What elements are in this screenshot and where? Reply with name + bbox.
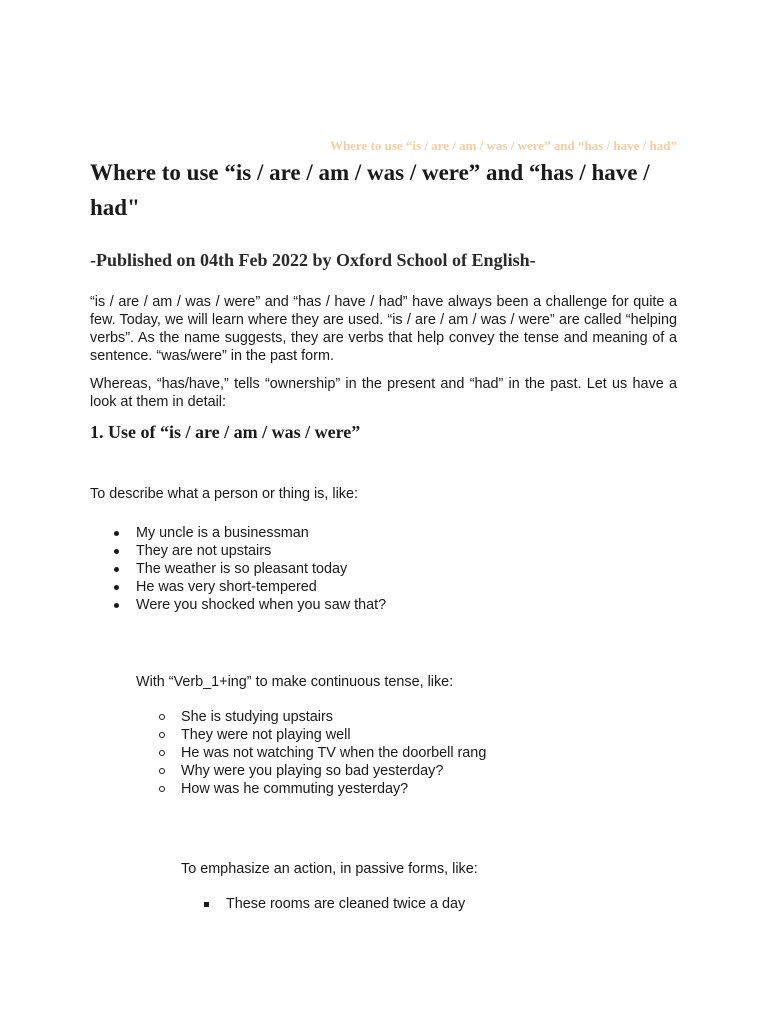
publication-line: -Published on 04th Feb 2022 by Oxford School of English- [90, 250, 536, 270]
list-item [136, 524, 386, 542]
article-title: Where to use “is / are / am / was / were” and “has / have / had" [90, 160, 650, 220]
list-item-text: He was not watching TV when the doorbell rang [181, 745, 487, 761]
list-item-text: My uncle is a businessman [136, 525, 309, 541]
section-heading-be-verbs: 1. Use of “is / are / am / was / were” [90, 422, 361, 442]
list-item-text: Were you shocked when you saw that? [136, 597, 387, 613]
continuous-examples-list [181, 708, 486, 798]
list-item-text: Why were you playing so bad yesterday? [181, 763, 444, 779]
bullet-square-icon [204, 902, 209, 907]
bullet-circle-icon [159, 768, 165, 774]
list-item [136, 542, 386, 560]
list-item-text: He was very short-tempered [136, 579, 317, 595]
running-header: Where to use “is / are / am / was / were” and “has / have / had” [329, 138, 677, 153]
list-item-text: These rooms are cleaned twice a day [226, 896, 466, 912]
list-item [181, 744, 486, 762]
passive-examples-list [226, 895, 465, 913]
list-item [181, 762, 486, 780]
list-item [136, 578, 386, 596]
list-item-text: The weather is so pleasant today [136, 561, 348, 577]
list-item [181, 726, 486, 744]
list-item [136, 596, 386, 614]
passive-intro: To emphasize an action, in passive forms, like: [181, 861, 478, 877]
bullet-disc-icon [114, 603, 119, 608]
list-item [226, 895, 465, 913]
bullet-disc-icon [114, 549, 119, 554]
bullet-disc-icon [114, 531, 119, 536]
bullet-disc-icon [114, 585, 119, 590]
bullet-circle-icon [159, 714, 165, 720]
describe-examples-list [136, 524, 386, 614]
bullet-disc-icon [114, 567, 119, 572]
bullet-circle-icon [159, 750, 165, 756]
ownership-paragraph: Whereas, “has/have,” tells “ownership” in the present and “had” in the past. Let us have a look at them in detail: [90, 376, 677, 410]
list-item-text: They were not playing well [181, 727, 351, 743]
list-item-text: They are not upstairs [136, 543, 272, 559]
list-item [181, 780, 486, 798]
list-item [181, 708, 486, 726]
intro-paragraph: “is / are / am / was / were” and “has / have / had” have always been a challenge for quite a few. Today, we will learn where they are used. “is / are / am / was / were” are called “helping verbs”. As the name suggests, they are verbs that help convey the tense and meaning of a sentence. “was/were” in the past form. [90, 294, 677, 364]
describe-intro: To describe what a person or thing is, like: [90, 486, 358, 502]
list-item-text: How was he commuting yesterday? [181, 781, 409, 797]
bullet-circle-icon [159, 732, 165, 738]
list-item [136, 560, 386, 578]
continuous-intro: With “Verb_1+ing” to make continuous tense, like: [136, 674, 454, 690]
list-item-text: She is studying upstairs [181, 709, 333, 725]
bullet-circle-icon [159, 786, 165, 792]
